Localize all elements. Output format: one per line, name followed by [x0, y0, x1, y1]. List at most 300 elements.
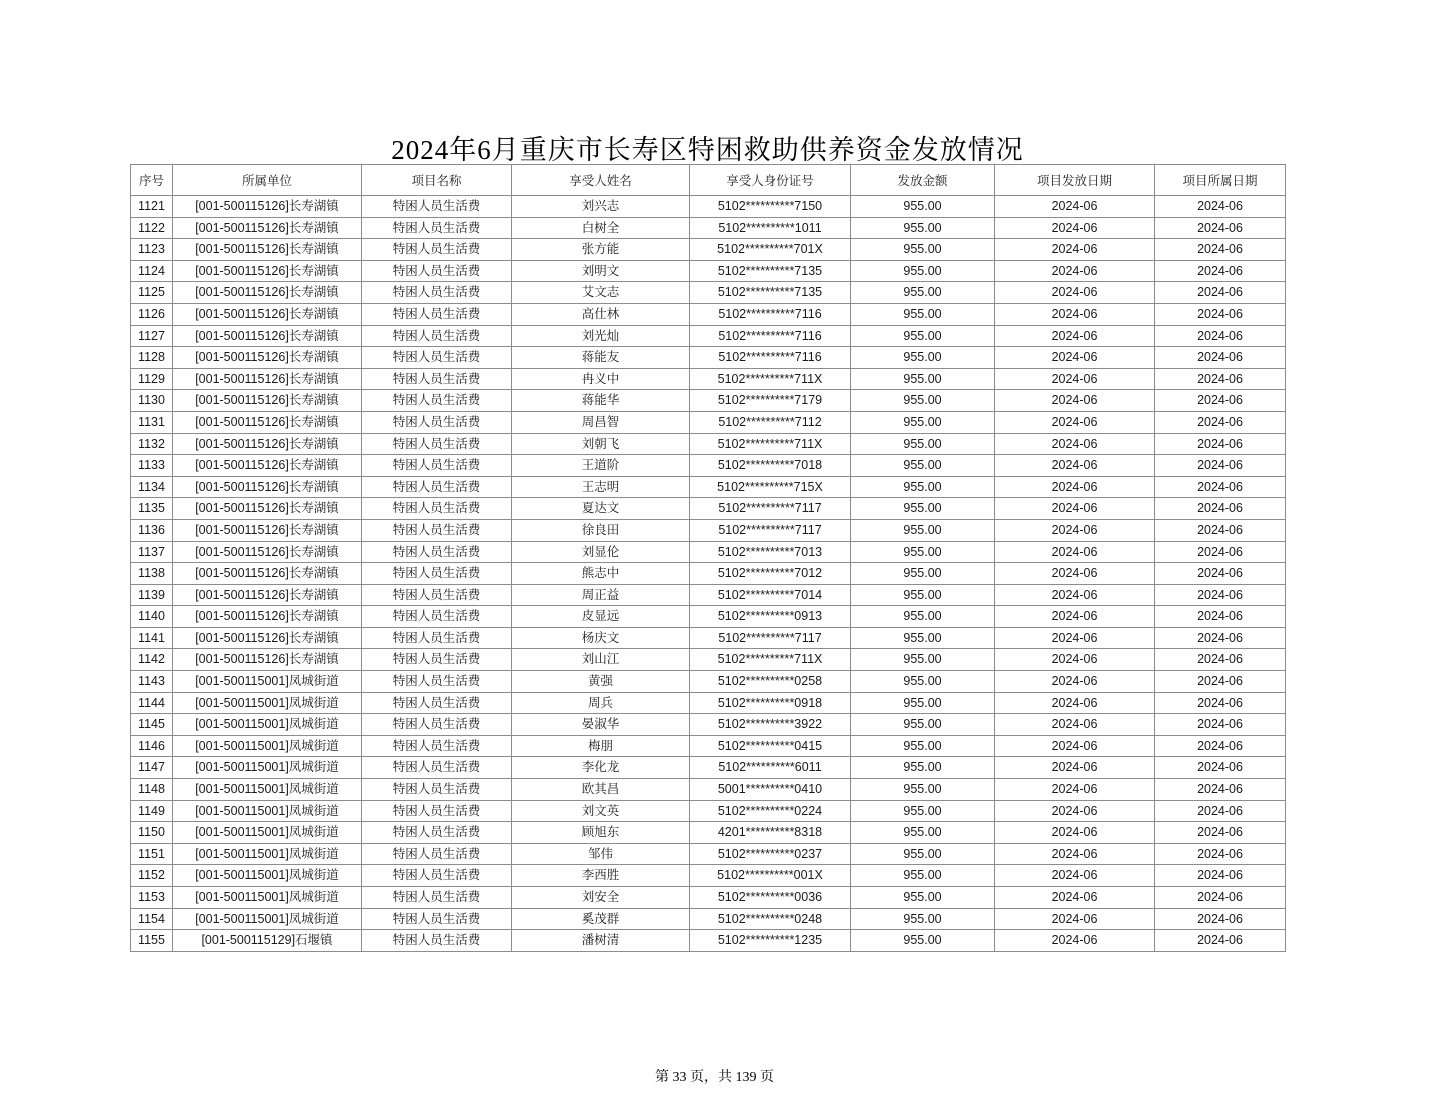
cell-issue-date: 2024-06	[995, 843, 1155, 865]
cell-project: 特困人员生活费	[362, 541, 512, 563]
cell-index: 1131	[131, 411, 173, 433]
table-header-row	[131, 165, 1286, 196]
cell-period-date: 2024-06	[1155, 843, 1286, 865]
cell-index: 1138	[131, 563, 173, 585]
cell-name: 晏淑华	[512, 714, 690, 736]
cell-project: 特困人员生活费	[362, 779, 512, 801]
cell-unit: [001-500115126]长寿湖镇	[173, 411, 362, 433]
cell-period-date: 2024-06	[1155, 196, 1286, 218]
cell-id-number: 5102**********7116	[690, 347, 851, 369]
cell-period-date: 2024-06	[1155, 584, 1286, 606]
cell-name: 邹伟	[512, 843, 690, 865]
cell-project: 特困人员生活费	[362, 843, 512, 865]
table-row	[131, 714, 1286, 736]
cell-unit: [001-500115001]凤城街道	[173, 757, 362, 779]
cell-project: 特困人员生活费	[362, 519, 512, 541]
cell-id-number: 5102**********1235	[690, 930, 851, 952]
table-row	[131, 692, 1286, 714]
cell-id-number: 5102**********711X	[690, 649, 851, 671]
cell-id-number: 5102**********3922	[690, 714, 851, 736]
cell-amount: 955.00	[851, 930, 995, 952]
cell-project: 特困人员生活费	[362, 455, 512, 477]
cell-index: 1123	[131, 239, 173, 261]
cell-id-number: 5001**********0410	[690, 779, 851, 801]
cell-unit: [001-500115001]凤城街道	[173, 800, 362, 822]
cell-project: 特困人员生活费	[362, 282, 512, 304]
cell-unit: [001-500115126]长寿湖镇	[173, 541, 362, 563]
cell-issue-date: 2024-06	[995, 735, 1155, 757]
cell-amount: 955.00	[851, 649, 995, 671]
table-row	[131, 757, 1286, 779]
cell-project: 特困人员生活费	[362, 671, 512, 693]
cell-project: 特困人员生活费	[362, 757, 512, 779]
cell-project: 特困人员生活费	[362, 325, 512, 347]
cell-project: 特困人员生活费	[362, 368, 512, 390]
cell-name: 黄强	[512, 671, 690, 693]
cell-period-date: 2024-06	[1155, 498, 1286, 520]
cell-index: 1128	[131, 347, 173, 369]
cell-unit: [001-500115126]长寿湖镇	[173, 325, 362, 347]
cell-project: 特困人员生活费	[362, 735, 512, 757]
fund-table	[130, 164, 1286, 952]
table-row	[131, 217, 1286, 239]
cell-name: 刘光灿	[512, 325, 690, 347]
cell-period-date: 2024-06	[1155, 260, 1286, 282]
cell-project: 特困人员生活费	[362, 606, 512, 628]
cell-unit: [001-500115126]长寿湖镇	[173, 584, 362, 606]
cell-id-number: 5102**********1011	[690, 217, 851, 239]
cell-amount: 955.00	[851, 325, 995, 347]
header-cell-amount: 发放金额	[851, 165, 995, 196]
cell-project: 特困人员生活费	[362, 649, 512, 671]
cell-period-date: 2024-06	[1155, 368, 1286, 390]
cell-id-number: 5102**********7018	[690, 455, 851, 477]
cell-project: 特困人员生活费	[362, 930, 512, 952]
cell-project: 特困人员生活费	[362, 196, 512, 218]
cell-period-date: 2024-06	[1155, 714, 1286, 736]
cell-name: 刘朝飞	[512, 433, 690, 455]
cell-id-number: 5102**********7013	[690, 541, 851, 563]
cell-period-date: 2024-06	[1155, 239, 1286, 261]
cell-index: 1154	[131, 908, 173, 930]
cell-amount: 955.00	[851, 541, 995, 563]
cell-unit: [001-500115126]长寿湖镇	[173, 606, 362, 628]
cell-id-number: 5102**********7135	[690, 282, 851, 304]
cell-issue-date: 2024-06	[995, 865, 1155, 887]
cell-name: 刘安全	[512, 887, 690, 909]
page-footer: 第 33 页，共 139 页	[655, 1070, 774, 1085]
cell-name: 刘明文	[512, 260, 690, 282]
cell-issue-date: 2024-06	[995, 800, 1155, 822]
cell-period-date: 2024-06	[1155, 563, 1286, 585]
cell-index: 1125	[131, 282, 173, 304]
fund-table-container	[130, 164, 1286, 952]
cell-index: 1122	[131, 217, 173, 239]
cell-project: 特困人员生活费	[362, 563, 512, 585]
table-row	[131, 260, 1286, 282]
cell-unit: [001-500115126]长寿湖镇	[173, 368, 362, 390]
cell-amount: 955.00	[851, 368, 995, 390]
cell-index: 1144	[131, 692, 173, 714]
cell-amount: 955.00	[851, 239, 995, 261]
cell-index: 1140	[131, 606, 173, 628]
cell-index: 1142	[131, 649, 173, 671]
table-row	[131, 649, 1286, 671]
cell-id-number: 5102**********7135	[690, 260, 851, 282]
table-row	[131, 930, 1286, 952]
cell-name: 蒋能华	[512, 390, 690, 412]
cell-issue-date: 2024-06	[995, 260, 1155, 282]
cell-name: 梅朋	[512, 735, 690, 757]
cell-id-number: 5102**********7117	[690, 498, 851, 520]
cell-unit: [001-500115126]长寿湖镇	[173, 347, 362, 369]
cell-amount: 955.00	[851, 390, 995, 412]
cell-period-date: 2024-06	[1155, 390, 1286, 412]
cell-period-date: 2024-06	[1155, 455, 1286, 477]
cell-name: 夏达文	[512, 498, 690, 520]
table-row	[131, 865, 1286, 887]
cell-project: 特困人员生活费	[362, 865, 512, 887]
cell-unit: [001-500115001]凤城街道	[173, 714, 362, 736]
cell-amount: 955.00	[851, 196, 995, 218]
cell-index: 1141	[131, 627, 173, 649]
cell-id-number: 5102**********7117	[690, 627, 851, 649]
cell-index: 1143	[131, 671, 173, 693]
cell-period-date: 2024-06	[1155, 779, 1286, 801]
cell-project: 特困人员生活费	[362, 433, 512, 455]
cell-issue-date: 2024-06	[995, 908, 1155, 930]
cell-id-number: 5102**********001X	[690, 865, 851, 887]
cell-index: 1133	[131, 455, 173, 477]
cell-period-date: 2024-06	[1155, 627, 1286, 649]
table-row	[131, 303, 1286, 325]
cell-id-number: 5102**********7012	[690, 563, 851, 585]
cell-period-date: 2024-06	[1155, 325, 1286, 347]
cell-id-number: 5102**********7117	[690, 519, 851, 541]
cell-id-number: 5102**********0036	[690, 887, 851, 909]
cell-unit: [001-500115126]长寿湖镇	[173, 455, 362, 477]
cell-project: 特困人员生活费	[362, 390, 512, 412]
cell-unit: [001-500115001]凤城街道	[173, 735, 362, 757]
header-cell-name: 享受人姓名	[512, 165, 690, 196]
table-row	[131, 671, 1286, 693]
cell-period-date: 2024-06	[1155, 692, 1286, 714]
cell-issue-date: 2024-06	[995, 455, 1155, 477]
header-cell-project: 项目名称	[362, 165, 512, 196]
table-row	[131, 627, 1286, 649]
cell-unit: [001-500115126]长寿湖镇	[173, 260, 362, 282]
cell-issue-date: 2024-06	[995, 757, 1155, 779]
cell-index: 1139	[131, 584, 173, 606]
cell-id-number: 5102**********0913	[690, 606, 851, 628]
cell-id-number: 5102**********0258	[690, 671, 851, 693]
cell-amount: 955.00	[851, 671, 995, 693]
cell-amount: 955.00	[851, 865, 995, 887]
cell-period-date: 2024-06	[1155, 822, 1286, 844]
cell-amount: 955.00	[851, 411, 995, 433]
cell-name: 顾旭东	[512, 822, 690, 844]
cell-project: 特困人员生活费	[362, 714, 512, 736]
cell-id-number: 5102**********7150	[690, 196, 851, 218]
cell-project: 特困人员生活费	[362, 239, 512, 261]
cell-amount: 955.00	[851, 779, 995, 801]
cell-issue-date: 2024-06	[995, 606, 1155, 628]
cell-name: 周正益	[512, 584, 690, 606]
cell-id-number: 5102**********6011	[690, 757, 851, 779]
cell-issue-date: 2024-06	[995, 714, 1155, 736]
cell-id-number: 5102**********0415	[690, 735, 851, 757]
cell-amount: 955.00	[851, 843, 995, 865]
table-row	[131, 239, 1286, 261]
cell-amount: 955.00	[851, 476, 995, 498]
table-row	[131, 800, 1286, 822]
table-row	[131, 282, 1286, 304]
header-cell-index: 序号	[131, 165, 173, 196]
table-row	[131, 455, 1286, 477]
cell-issue-date: 2024-06	[995, 498, 1155, 520]
cell-project: 特困人员生活费	[362, 800, 512, 822]
table-row	[131, 519, 1286, 541]
cell-name: 王志明	[512, 476, 690, 498]
cell-amount: 955.00	[851, 584, 995, 606]
cell-period-date: 2024-06	[1155, 757, 1286, 779]
cell-period-date: 2024-06	[1155, 476, 1286, 498]
cell-unit: [001-500115001]凤城街道	[173, 908, 362, 930]
table-row	[131, 498, 1286, 520]
cell-index: 1150	[131, 822, 173, 844]
cell-amount: 955.00	[851, 757, 995, 779]
cell-index: 1151	[131, 843, 173, 865]
cell-period-date: 2024-06	[1155, 865, 1286, 887]
cell-issue-date: 2024-06	[995, 930, 1155, 952]
cell-period-date: 2024-06	[1155, 606, 1286, 628]
cell-project: 特困人员生活费	[362, 411, 512, 433]
table-row	[131, 908, 1286, 930]
cell-index: 1127	[131, 325, 173, 347]
cell-index: 1121	[131, 196, 173, 218]
cell-name: 皮显远	[512, 606, 690, 628]
cell-unit: [001-500115126]长寿湖镇	[173, 563, 362, 585]
cell-name: 熊志中	[512, 563, 690, 585]
cell-index: 1130	[131, 390, 173, 412]
table-row	[131, 563, 1286, 585]
header-cell-unit: 所属单位	[173, 165, 362, 196]
cell-name: 白树全	[512, 217, 690, 239]
cell-index: 1137	[131, 541, 173, 563]
cell-project: 特困人员生活费	[362, 347, 512, 369]
cell-unit: [001-500115001]凤城街道	[173, 671, 362, 693]
cell-project: 特困人员生活费	[362, 908, 512, 930]
cell-amount: 955.00	[851, 433, 995, 455]
cell-issue-date: 2024-06	[995, 196, 1155, 218]
cell-id-number: 5102**********0224	[690, 800, 851, 822]
cell-project: 特困人员生活费	[362, 887, 512, 909]
cell-name: 王道阶	[512, 455, 690, 477]
cell-unit: [001-500115126]长寿湖镇	[173, 239, 362, 261]
cell-index: 1124	[131, 260, 173, 282]
cell-issue-date: 2024-06	[995, 541, 1155, 563]
table-row	[131, 735, 1286, 757]
table-row	[131, 584, 1286, 606]
cell-amount: 955.00	[851, 455, 995, 477]
cell-amount: 955.00	[851, 563, 995, 585]
cell-amount: 955.00	[851, 887, 995, 909]
cell-name: 李西胜	[512, 865, 690, 887]
cell-index: 1134	[131, 476, 173, 498]
cell-id-number: 5102**********7116	[690, 325, 851, 347]
cell-name: 艾文志	[512, 282, 690, 304]
cell-amount: 955.00	[851, 692, 995, 714]
cell-period-date: 2024-06	[1155, 800, 1286, 822]
cell-index: 1148	[131, 779, 173, 801]
cell-project: 特困人员生活费	[362, 217, 512, 239]
cell-issue-date: 2024-06	[995, 303, 1155, 325]
cell-name: 周昌智	[512, 411, 690, 433]
cell-issue-date: 2024-06	[995, 282, 1155, 304]
cell-amount: 955.00	[851, 627, 995, 649]
cell-unit: [001-500115126]长寿湖镇	[173, 390, 362, 412]
cell-id-number: 5102**********0248	[690, 908, 851, 930]
cell-issue-date: 2024-06	[995, 584, 1155, 606]
cell-period-date: 2024-06	[1155, 303, 1286, 325]
cell-unit: [001-500115126]长寿湖镇	[173, 282, 362, 304]
cell-amount: 955.00	[851, 498, 995, 520]
cell-index: 1129	[131, 368, 173, 390]
cell-amount: 955.00	[851, 519, 995, 541]
cell-index: 1153	[131, 887, 173, 909]
cell-issue-date: 2024-06	[995, 433, 1155, 455]
cell-issue-date: 2024-06	[995, 217, 1155, 239]
cell-unit: [001-500115126]长寿湖镇	[173, 217, 362, 239]
cell-unit: [001-500115126]长寿湖镇	[173, 649, 362, 671]
cell-unit: [001-500115001]凤城街道	[173, 865, 362, 887]
cell-unit: [001-500115001]凤城街道	[173, 692, 362, 714]
cell-period-date: 2024-06	[1155, 649, 1286, 671]
cell-amount: 955.00	[851, 606, 995, 628]
cell-unit: [001-500115126]长寿湖镇	[173, 519, 362, 541]
table-row	[131, 843, 1286, 865]
cell-unit: [001-500115001]凤城街道	[173, 779, 362, 801]
cell-project: 特困人员生活费	[362, 692, 512, 714]
cell-unit: [001-500115129]石堰镇	[173, 930, 362, 952]
page-title: 2024年6月重庆市长寿区特困救助供养资金发放情况	[391, 135, 1024, 165]
cell-name: 周兵	[512, 692, 690, 714]
cell-unit: [001-500115126]长寿湖镇	[173, 476, 362, 498]
cell-unit: [001-500115126]长寿湖镇	[173, 196, 362, 218]
cell-amount: 955.00	[851, 800, 995, 822]
cell-project: 特困人员生活费	[362, 260, 512, 282]
table-row	[131, 390, 1286, 412]
cell-name: 杨庆文	[512, 627, 690, 649]
cell-id-number: 5102**********7014	[690, 584, 851, 606]
table-row	[131, 887, 1286, 909]
cell-issue-date: 2024-06	[995, 671, 1155, 693]
cell-issue-date: 2024-06	[995, 325, 1155, 347]
cell-index: 1135	[131, 498, 173, 520]
cell-issue-date: 2024-06	[995, 390, 1155, 412]
cell-issue-date: 2024-06	[995, 563, 1155, 585]
cell-period-date: 2024-06	[1155, 887, 1286, 909]
cell-index: 1147	[131, 757, 173, 779]
cell-period-date: 2024-06	[1155, 930, 1286, 952]
cell-period-date: 2024-06	[1155, 411, 1286, 433]
cell-id-number: 5102**********715X	[690, 476, 851, 498]
table-row	[131, 411, 1286, 433]
cell-amount: 955.00	[851, 714, 995, 736]
cell-period-date: 2024-06	[1155, 519, 1286, 541]
cell-unit: [001-500115126]长寿湖镇	[173, 433, 362, 455]
header-cell-period-date: 项目所属日期	[1155, 165, 1286, 196]
cell-issue-date: 2024-06	[995, 476, 1155, 498]
cell-index: 1136	[131, 519, 173, 541]
cell-name: 刘兴志	[512, 196, 690, 218]
cell-name: 蒋能友	[512, 347, 690, 369]
cell-name: 刘显伦	[512, 541, 690, 563]
cell-index: 1149	[131, 800, 173, 822]
cell-unit: [001-500115126]长寿湖镇	[173, 303, 362, 325]
cell-unit: [001-500115001]凤城街道	[173, 843, 362, 865]
cell-name: 冉义中	[512, 368, 690, 390]
cell-period-date: 2024-06	[1155, 433, 1286, 455]
cell-issue-date: 2024-06	[995, 887, 1155, 909]
cell-amount: 955.00	[851, 260, 995, 282]
cell-index: 1152	[131, 865, 173, 887]
cell-period-date: 2024-06	[1155, 347, 1286, 369]
cell-issue-date: 2024-06	[995, 519, 1155, 541]
cell-index: 1145	[131, 714, 173, 736]
cell-period-date: 2024-06	[1155, 671, 1286, 693]
cell-index: 1132	[131, 433, 173, 455]
cell-issue-date: 2024-06	[995, 627, 1155, 649]
cell-name: 张方能	[512, 239, 690, 261]
cell-project: 特困人员生活费	[362, 498, 512, 520]
cell-unit: [001-500115001]凤城街道	[173, 887, 362, 909]
cell-amount: 955.00	[851, 347, 995, 369]
table-body	[131, 196, 1286, 952]
cell-id-number: 5102**********0237	[690, 843, 851, 865]
cell-name: 奚茂群	[512, 908, 690, 930]
cell-period-date: 2024-06	[1155, 217, 1286, 239]
table-row	[131, 541, 1286, 563]
cell-issue-date: 2024-06	[995, 649, 1155, 671]
cell-name: 高仕林	[512, 303, 690, 325]
cell-name: 李化龙	[512, 757, 690, 779]
cell-id-number: 5102**********0918	[690, 692, 851, 714]
cell-issue-date: 2024-06	[995, 411, 1155, 433]
cell-amount: 955.00	[851, 908, 995, 930]
cell-id-number: 5102**********7116	[690, 303, 851, 325]
cell-unit: [001-500115126]长寿湖镇	[173, 627, 362, 649]
table-row	[131, 606, 1286, 628]
cell-period-date: 2024-06	[1155, 908, 1286, 930]
cell-id-number: 5102**********7112	[690, 411, 851, 433]
cell-id-number: 5102**********711X	[690, 433, 851, 455]
cell-issue-date: 2024-06	[995, 239, 1155, 261]
cell-project: 特困人员生活费	[362, 584, 512, 606]
cell-name: 刘文英	[512, 800, 690, 822]
cell-amount: 955.00	[851, 282, 995, 304]
cell-index: 1155	[131, 930, 173, 952]
cell-issue-date: 2024-06	[995, 822, 1155, 844]
cell-project: 特困人员生活费	[362, 303, 512, 325]
cell-name: 刘山江	[512, 649, 690, 671]
cell-amount: 955.00	[851, 735, 995, 757]
header-cell-id-number: 享受人身份证号	[690, 165, 851, 196]
table-row	[131, 325, 1286, 347]
cell-name: 徐良田	[512, 519, 690, 541]
header-cell-issue-date: 项目发放日期	[995, 165, 1155, 196]
table-row	[131, 433, 1286, 455]
